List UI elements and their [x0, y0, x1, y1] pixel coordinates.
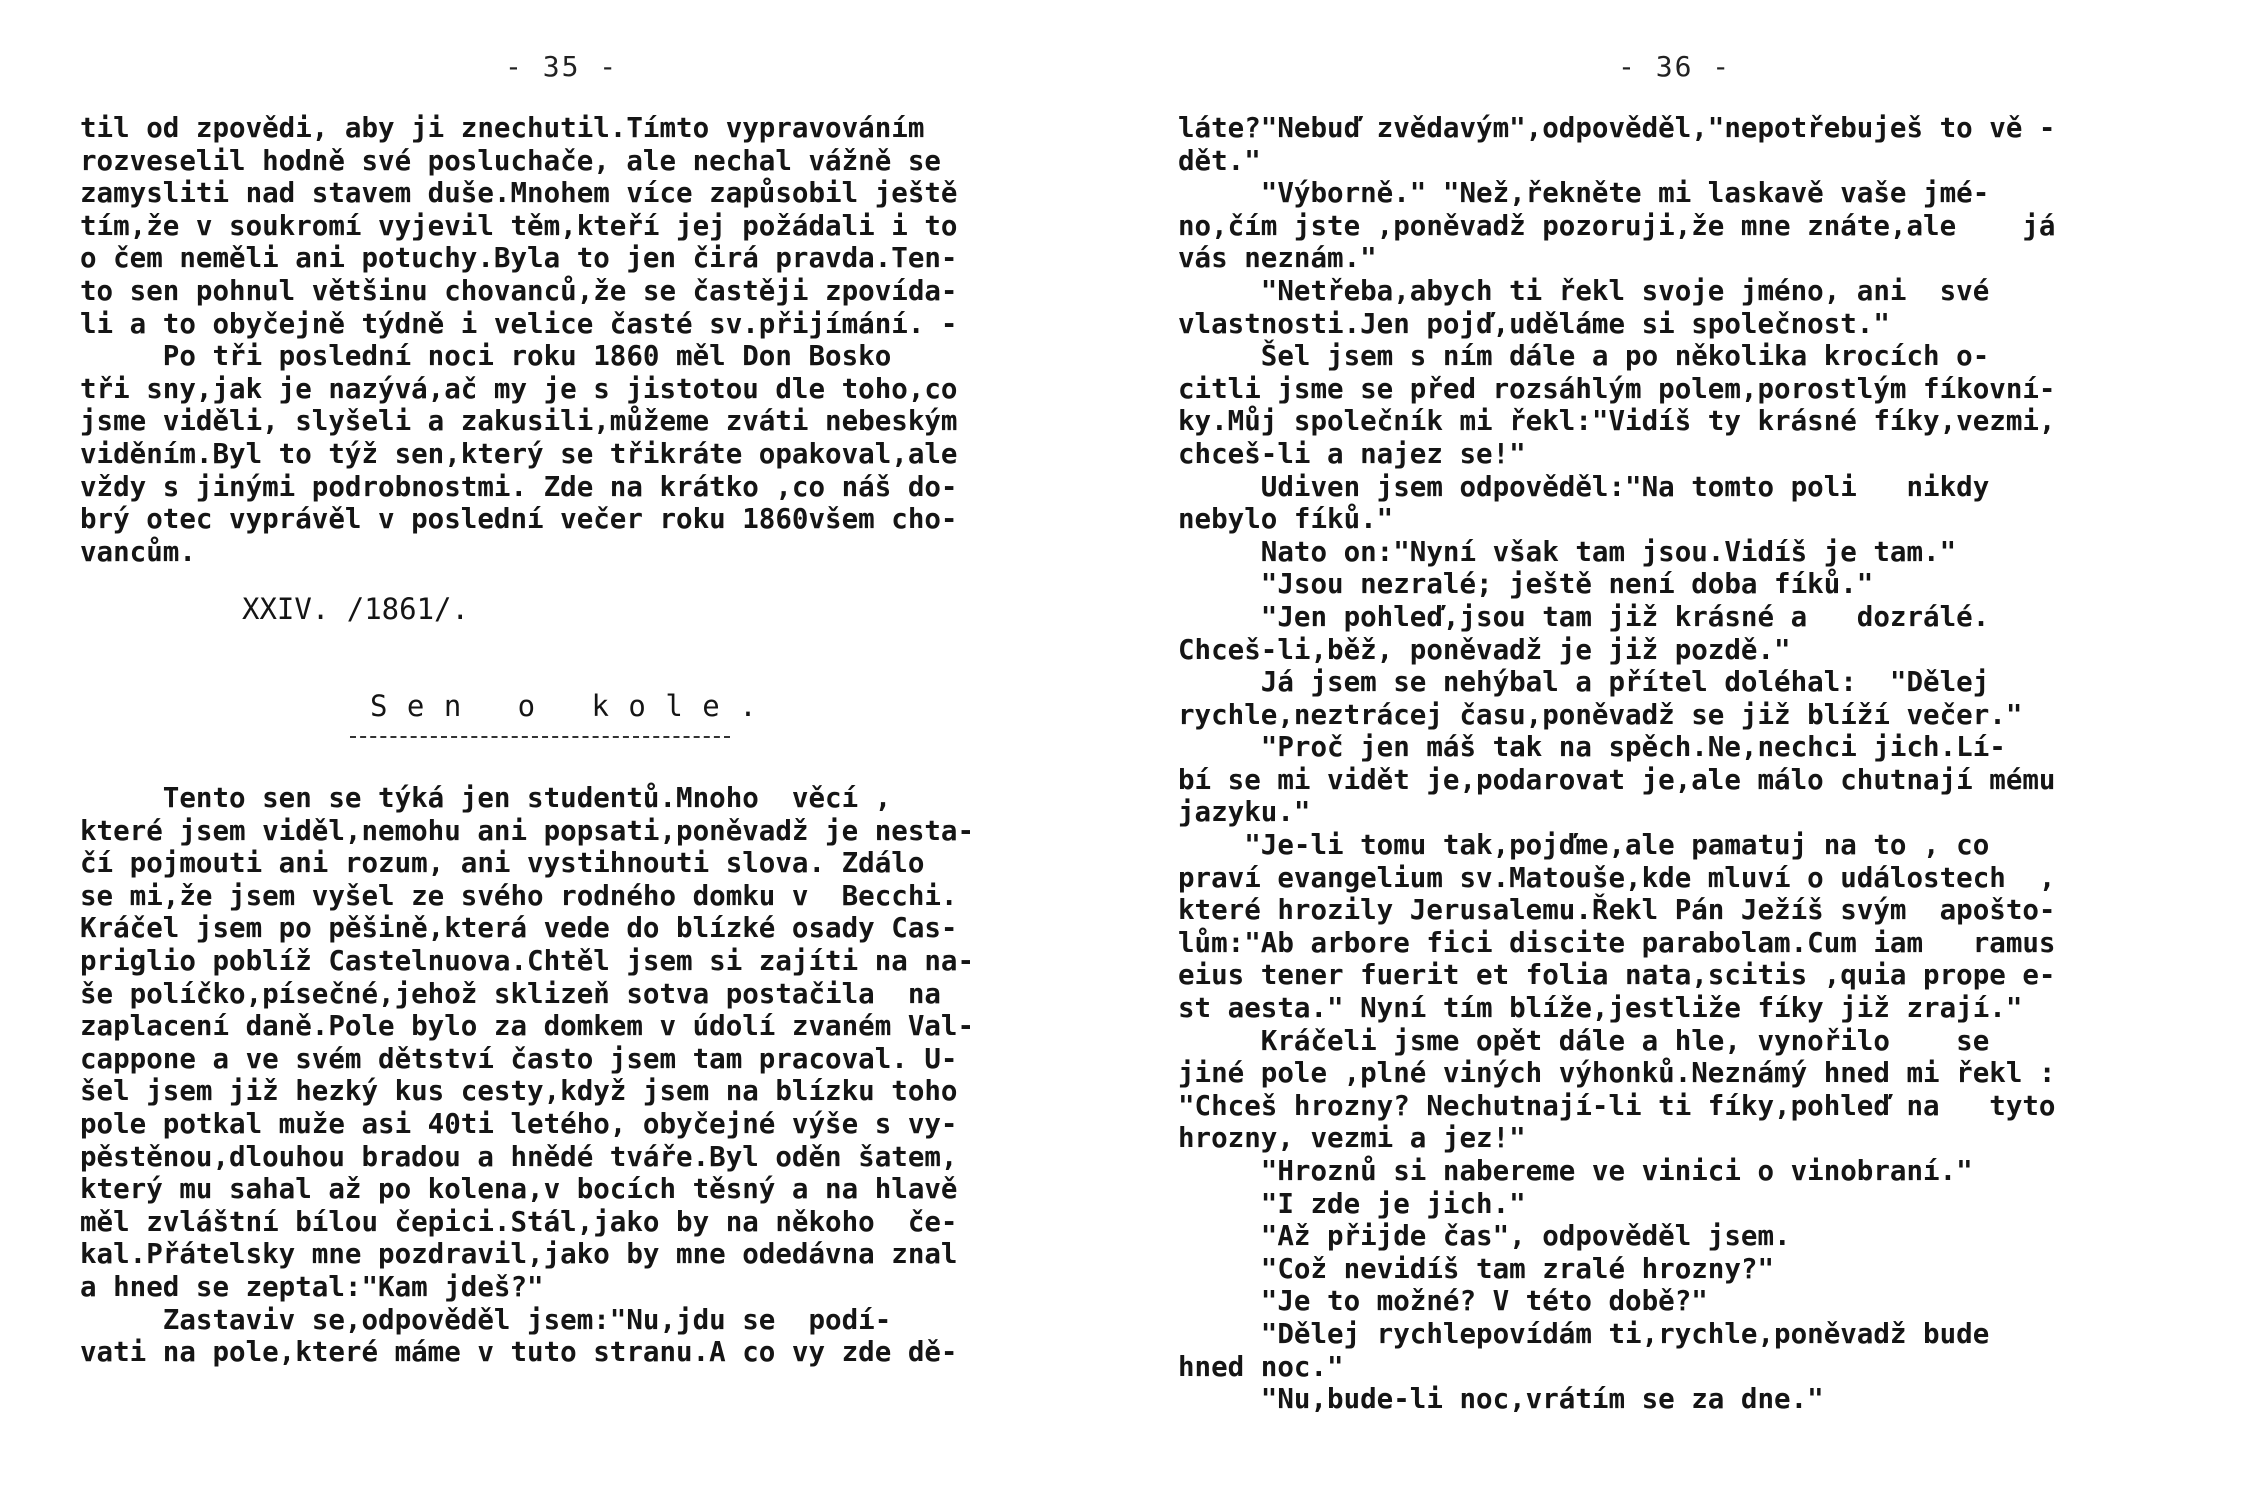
- text-line: "Je to možné? V této době?": [1178, 1285, 1708, 1318]
- text-line: "Chceš hrozny? Nechutnají-li ti fíky,pohleď na tyto: [1178, 1089, 2056, 1122]
- text-line: pěstěnou,dlouhou bradou a hnědé tváře.Byl oděn šatem,: [80, 1140, 958, 1173]
- text-line: jazyku.": [1178, 796, 1311, 829]
- body-text: [1178, 112, 2218, 1416]
- text-line: to sen pohnul většinu chovanců,že se častěji zpovída-: [80, 274, 958, 307]
- text-line: "Což nevidíš tam zralé hrozny?": [1178, 1252, 1775, 1285]
- text-line: který mu sahal až po kolena,v bocích těsný a na hlavě: [80, 1173, 958, 1206]
- text-line: měl zvláštní bílou čepici.Stál,jako by na někoho če-: [80, 1205, 958, 1238]
- text-line: Šel jsem s ním dále a po několika krocích o-: [1178, 340, 1990, 373]
- text-line: vancům.: [80, 535, 196, 568]
- text-line: dět.": [1178, 144, 1261, 177]
- text-line: Nato on:"Nyní však tam jsou.Vidíš je tam.": [1178, 535, 1957, 568]
- text-line: Chceš-li,běž, poněvadž je již pozdě.": [1178, 633, 1791, 666]
- text-line: pole potkal muže asi 40ti letého, obyčejné výše s vy-: [80, 1107, 958, 1140]
- text-line: nebylo fíků.": [1178, 503, 1394, 536]
- text-line: Udiven jsem odpověděl:"Na tomto poli nikdy: [1178, 470, 1990, 503]
- text-line: Kráčel jsem po pěšině,která vede do blízké osady Cas-: [80, 912, 958, 945]
- text-line: Zastaviv se,odpověděl jsem:"Nu,jdu se podí-: [80, 1303, 892, 1336]
- text-line: st aesta." Nyní tím blíže,jestliže fíky již zrají.": [1178, 992, 2023, 1025]
- text-line: "I zde je jich.": [1178, 1187, 1526, 1220]
- chapter-title: S e n o k o l e .: [370, 689, 758, 723]
- text-line: "Hroznů si nabereme ve vinici o vinobraní.": [1178, 1155, 1973, 1187]
- text-line: "Proč jen máš tak na spěch.Ne,nechci jich.Lí-: [1178, 731, 2006, 764]
- text-line: citli jsme se před rozsáhlým polem,porostlým fíkovní-: [1178, 372, 2056, 405]
- text-line: "Nu,bude-li noc,vrátím se za dne.": [1178, 1383, 1824, 1416]
- text-line: "Výborně." "Než,řekněte mi laskavě vaše jmé-: [1178, 177, 1990, 210]
- text-line: hrozny, vezmi a jez!": [1178, 1122, 1526, 1155]
- text-line: no,čím jste ,poněvadž pozoruji,že mne znáte,ale já: [1178, 209, 2056, 242]
- text-line: "Jsou nezralé; ještě není doba fíků.": [1178, 568, 1874, 601]
- text-line: zaplacení daně.Pole bylo za domkem v údolí zvaném Val-: [80, 1010, 975, 1043]
- text-line: Já jsem se nehýbal a přítel doléhal: "Dělej: [1178, 666, 1990, 699]
- text-line: praví evangelium sv.Matouše,kde mluví o událostech ,: [1178, 861, 2056, 894]
- text-line: bí se mi vidět je,podarovat je,ale málo chutnají mému: [1178, 763, 2056, 796]
- text-line: tři sny,jak je nazývá,ač my je s jistotou dle toho,co: [80, 372, 958, 405]
- text-line: "Netřeba,abych ti řekl svoje jméno, ani své: [1178, 274, 1990, 307]
- text-line: vati na pole,které máme v tuto stranu.A co vy zde dě-: [80, 1336, 958, 1369]
- text-line: eius tener fuerit et folia nata,scitis ,quia prope e-: [1178, 959, 2056, 992]
- text-line: še políčko,písečné,jehož sklizeň sotva postačila na: [80, 977, 941, 1010]
- text-line: Kráčeli jsme opět dále a hle, vynořilo se: [1178, 1024, 1990, 1057]
- text-line: a hned se zeptal:"Kam jdeš?": [80, 1270, 544, 1303]
- text-line: rychle,neztrácej času,poněvadž se již blíží večer.": [1178, 698, 2023, 731]
- text-line: o čem neměli ani potuchy.Byla to jen čirá pravda.Ten-: [80, 242, 958, 275]
- right-page: [1178, 0, 2218, 1500]
- text-line: tím,že v soukromí vyjevil těm,kteří jej požádali i to: [80, 209, 958, 242]
- text-line: rozveselil hodně své posluchače, ale nechal vážně se: [80, 144, 941, 177]
- text-line: láte?"Nebuď zvědavým",odpověděl,"nepotřebuješ to vě -: [1178, 112, 2056, 144]
- text-line: hned noc.": [1178, 1350, 1344, 1383]
- text-line: "Jen pohleď,jsou tam již krásné a dozrálé.: [1178, 600, 1990, 633]
- text-line: ky.Můj společník mi řekl:"Vidíš ty krásné fíky,vezmi,: [1178, 405, 2056, 438]
- paragraph-2: [80, 782, 1080, 1369]
- chapter-number: XXIV. /1861/.: [242, 592, 469, 626]
- text-line: cappone a ve svém dětství často jsem tam pracoval. U-: [80, 1042, 958, 1075]
- text-line: brý otec vyprávěl v poslední večer roku 1860všem cho-: [80, 503, 958, 536]
- text-line: které jsem viděl,nemohu ani popsati,poněvadž je nesta-: [80, 814, 975, 847]
- text-line: li a to obyčejně týdně i velice časté sv.přijímání. -: [80, 307, 958, 340]
- text-line: šel jsem již hezký kus cesty,když jsem na blízku toho: [80, 1075, 958, 1108]
- text-line: vás neznám.": [1178, 242, 1377, 275]
- text-line: til od zpovědi, aby ji znechutil.Tímto vypravováním: [80, 112, 925, 144]
- text-line: Po tři poslední noci roku 1860 měl Don Bosko: [80, 340, 892, 373]
- paragraph-1: [80, 112, 1080, 568]
- text-line: kal.Přátelsky mne pozdravil,jako by mne odedávna znal: [80, 1238, 958, 1271]
- left-page: [80, 0, 1080, 1500]
- page-number: - 36 -: [1618, 50, 1732, 83]
- text-line: zamysliti nad stavem duše.Mnohem více zapůsobil ještě: [80, 177, 958, 210]
- text-line: Tento sen se týká jen studentů.Mnoho věcí ,: [80, 782, 892, 814]
- text-line: lům:"Ab arbore fici discite parabolam.Cum iam ramus: [1178, 926, 2056, 959]
- text-line: priglio poblíž Castelnuova.Chtěl jsem si zajíti na na-: [80, 944, 975, 977]
- title-underline: [350, 736, 730, 738]
- text-line: se mi,že jsem vyšel ze svého rodného domku v Becchi.: [80, 879, 958, 912]
- text-line: "Dělej rychlepovídám ti,rychle,poněvadž bude: [1178, 1317, 1990, 1350]
- text-line: "Je-li tomu tak,pojďme,ale pamatuj na to , co: [1178, 829, 1990, 862]
- text-line: chceš-li a najez se!": [1178, 437, 1526, 470]
- text-line: čí pojmouti ani rozum, ani vystihnouti slova. Zdálo: [80, 847, 925, 880]
- page-number: - 35 -: [505, 50, 619, 83]
- text-line: jiné pole ,plné viných výhonků.Neznámý hned mi řekl :: [1178, 1057, 2056, 1090]
- text-line: které hrozily Jerusalemu.Řekl Pán Ježíš svým apošto-: [1178, 894, 2056, 927]
- text-line: viděním.Byl to týž sen,který se třikráte opakoval,ale: [80, 437, 958, 470]
- text-line: vlastnosti.Jen pojď,uděláme si společnost.": [1178, 307, 1890, 340]
- text-line: vždy s jinými podrobnostmi. Zde na krátko ,co náš do-: [80, 470, 958, 503]
- text-line: "Až přijde čas", odpověděl jsem.: [1178, 1220, 1791, 1253]
- text-line: jsme viděli, slyšeli a zakusili,můžeme zváti nebeským: [80, 405, 958, 438]
